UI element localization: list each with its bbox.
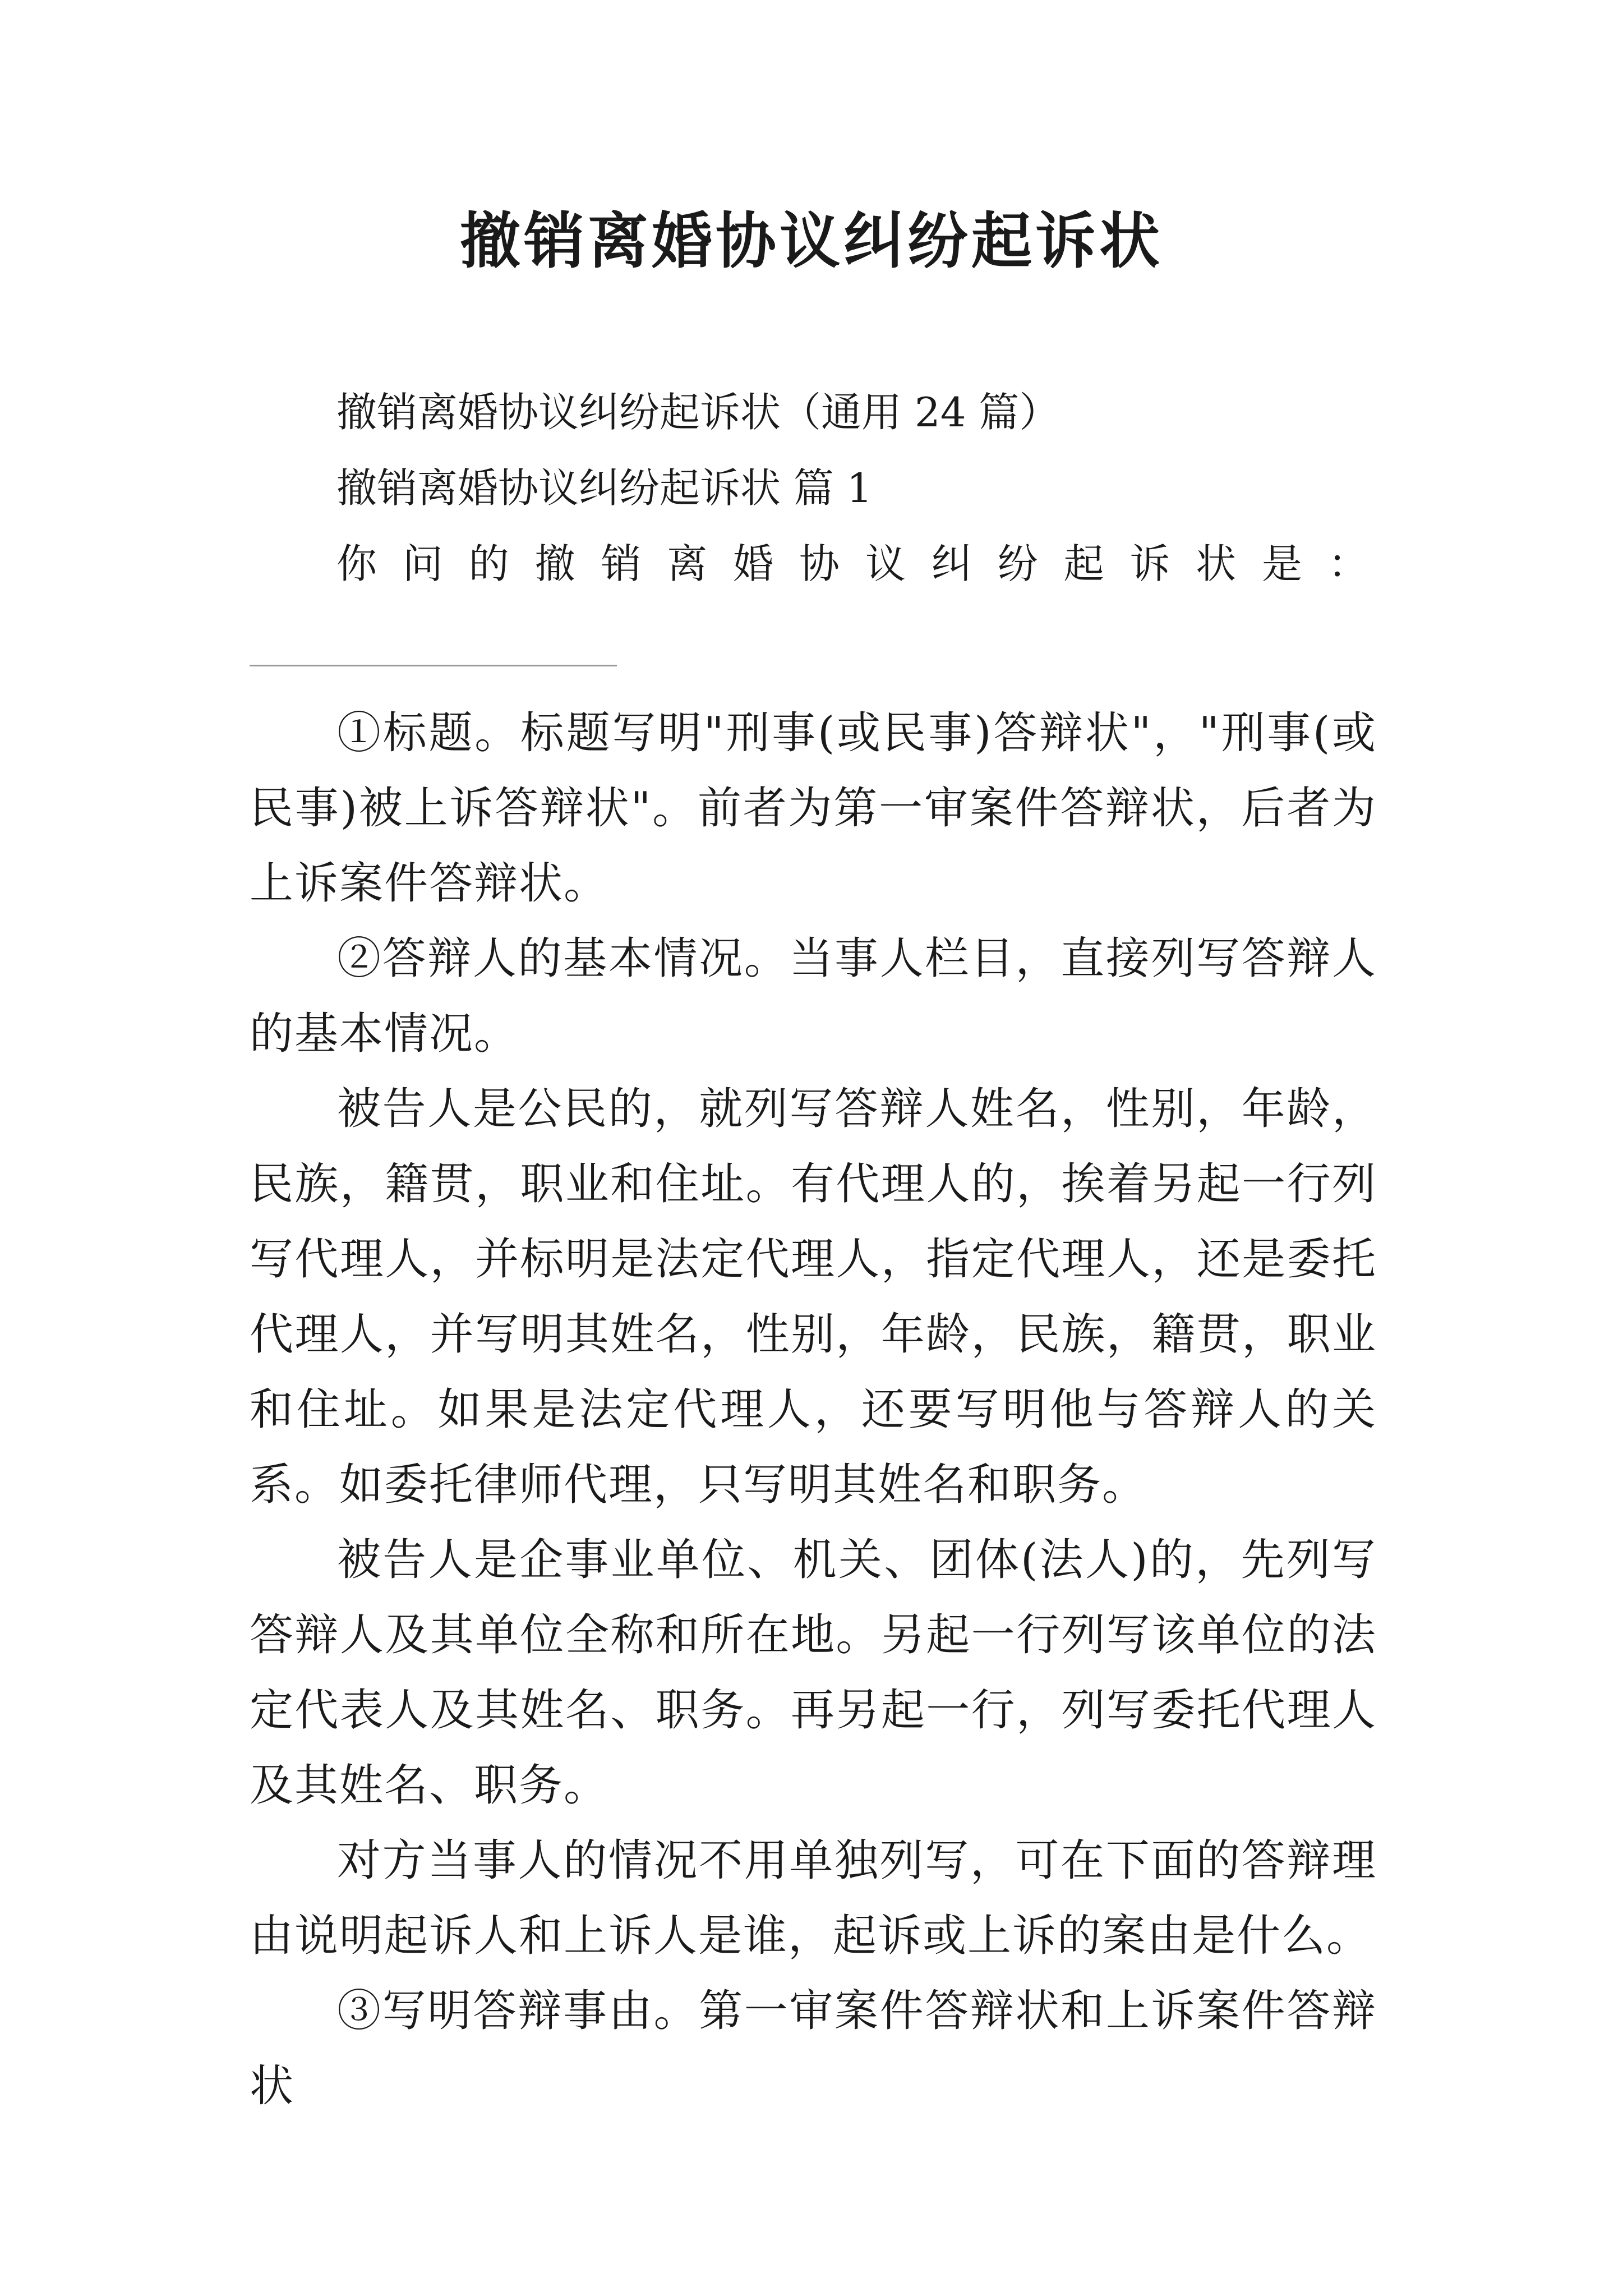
intro-char: 问	[402, 540, 443, 587]
intro-char: 是	[1262, 540, 1303, 587]
paragraph-title-rule: ①标题。标题写明"刑事(或民事)答辩状"，"刑事(或民事)被上诉答辩状"。前者为第一审案件答辩状，后者为上诉案件答辩状。	[250, 708, 1377, 909]
paragraph-respondent-info: ②答辩人的基本情况。当事人栏目，直接列写答辩人的基本情况。	[250, 933, 1377, 1059]
intro-char: 婚	[733, 540, 774, 587]
intro-char: ：	[1327, 540, 1368, 587]
intro-char: 状	[1196, 540, 1237, 587]
intro-char: 离	[667, 540, 708, 587]
separator-rule	[250, 665, 617, 666]
paragraph-individual-defendant: 被告人是公民的，就列写答辩人姓名，性别，年龄，民族，籍贯，职业和住址。有代理人的，挨着另起一行列写代理人，并标明是法定代理人，指定代理人，还是委托代理人，并写明其姓名，性别，年龄，民族，籍贯，职业和住址。如果是法定代理人，还要写明他与答辩人的关系。如委托律师代理，只写明其姓名和职务。	[250, 1084, 1377, 1510]
intro-char: 纷	[997, 540, 1038, 587]
document-body	[250, 696, 1377, 2124]
intro-char: 的	[468, 540, 509, 587]
intro-char: 销	[601, 540, 642, 587]
intro-line	[336, 533, 1368, 595]
intro-char: 协	[799, 540, 840, 587]
intro-char: 纠	[931, 540, 972, 587]
section-heading: 撤销离婚协议纠纷起诉状 篇 1	[336, 464, 873, 512]
paragraph-opposing-party: 对方当事人的情况不用单独列写，可在下面的答辩理由说明起诉人和上诉人是谁，起诉或上诉的案由是什么。	[250, 1835, 1377, 1961]
paragraph-defense-reason: ③写明答辩事由。第一审案件答辩状和上诉案件答辩状	[250, 1986, 1377, 2111]
document-subtitle: 撤销离婚协议纠纷起诉状（通用 24 篇）	[336, 389, 1060, 436]
intro-char: 撤	[534, 540, 575, 587]
document-title: 撤销离婚协议纠纷起诉状	[459, 206, 1163, 277]
paragraph-organization-defendant: 被告人是企事业单位、机关、团体(法人)的，先列写答辩人及其单位全称和所在地。另起一行列写该单位的法定代表人及其姓名、职务。再另起一行，列写委托代理人及其姓名、职务。	[250, 1535, 1377, 1811]
intro-char: 你	[336, 540, 377, 587]
intro-char: 诉	[1129, 540, 1170, 587]
intro-char: 议	[865, 540, 906, 587]
intro-char: 起	[1063, 540, 1104, 587]
